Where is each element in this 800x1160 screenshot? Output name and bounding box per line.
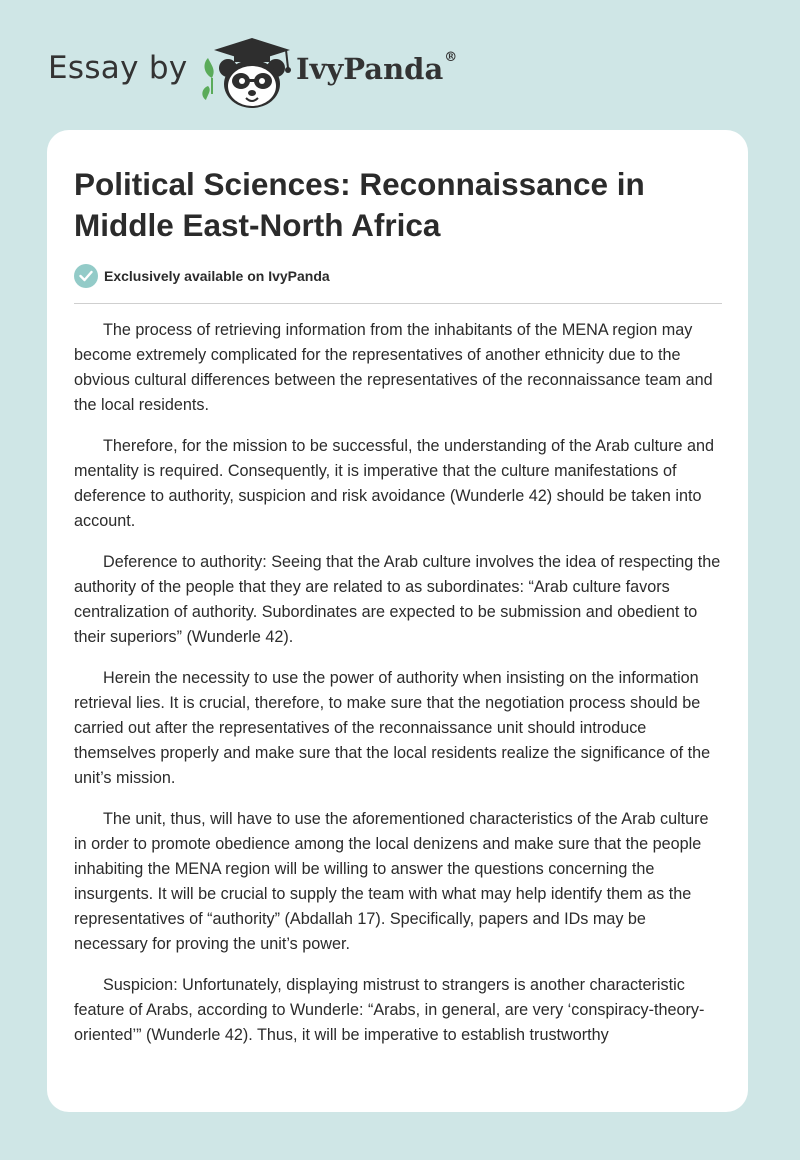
paragraph: The process of retrieving information from the inhabitants of the MENA region may become extremely complicated for the representatives of another ethnicity due to the obvious cultural differences between the representatives of the reconnaissance team and the local residents. xyxy=(74,321,713,414)
brand-name[interactable] xyxy=(296,52,457,86)
paragraph: Therefore, for the mission to be successful, the understanding of the Arab culture and mentality is required. Consequently, it is imperative that the culture manifestations of deference to authority, suspicion and risk avoidance (Wunderle 42) should be taken into account. xyxy=(74,437,714,530)
paragraph: The unit, thus, will have to use the aforementioned characteristics of the Arab culture in order to promote obedience among the local denizens and make sure that the people inhabiting the MENA region will be willing to answer the questions concerning the insurgents. It will be crucial to supply the team with what may help identify them as the representatives of “authority” (Abdallah 17). Specifically, papers and IDs may be necessary for proving the unit’s power. xyxy=(74,810,709,953)
leaf-icon xyxy=(205,58,214,78)
page-title: Political Sciences: Reconnaissance in Middle East-North Africa xyxy=(74,166,645,243)
paragraph: Deference to authority: Seeing that the Arab culture involves the idea of respecting the authority of the people that they are related to as subordinates: “Arab culture favors centralization of authority. Subordinates are expected to be submission and obedient to their superiors” (Wunderle 42). xyxy=(74,553,721,646)
essay-by-label: Essay by xyxy=(48,50,188,86)
brand-text: IvyPanda xyxy=(296,52,444,86)
essay-body xyxy=(74,318,724,1064)
paragraph: Suspicion: Unfortunately, displaying mistrust to strangers is another characteristic feature of Arabs, according to Wunderle: “Arabs, in general, are very ‘conspiracy-theory-oriented’” (Wunderle 42). Thus, it will be imperative to establish trustworthy xyxy=(74,976,705,1044)
exclusive-badge-label: Exclusively available on IvyPanda xyxy=(104,268,330,284)
exclusive-badge xyxy=(74,264,330,288)
check-circle-icon xyxy=(74,264,98,288)
paragraph: Herein the necessity to use the power of authority when insisting on the information retrieval lies. It is crucial, therefore, to make sure that the negotiation process should be carried out after the representatives of the reconnaissance unit should introduce themselves properly and make sure that the local residents realize the significance of the unit’s mission. xyxy=(74,669,711,787)
divider xyxy=(74,303,722,304)
registered-mark: ® xyxy=(444,50,458,65)
essay-card xyxy=(47,130,748,1112)
panda-logo-icon[interactable] xyxy=(198,34,298,110)
site-header xyxy=(0,0,800,120)
